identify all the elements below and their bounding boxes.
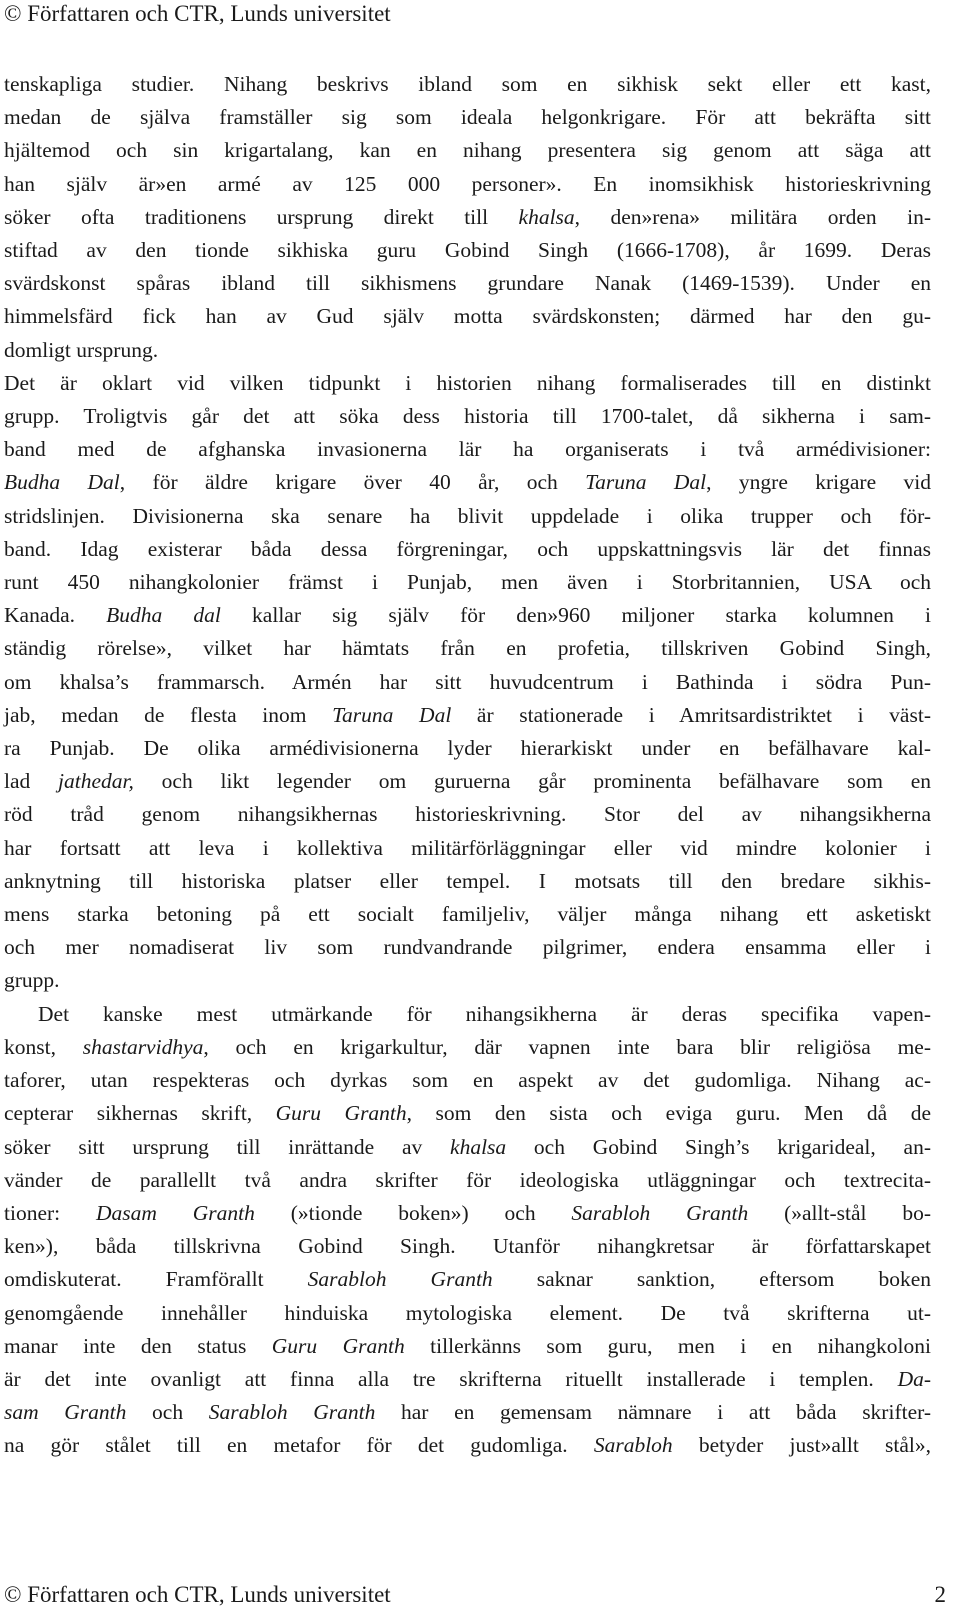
text-segment: Kanada. bbox=[4, 603, 107, 628]
text-line bbox=[4, 865, 931, 898]
text-line bbox=[4, 599, 931, 632]
text-line bbox=[4, 433, 931, 466]
text-line bbox=[4, 500, 931, 533]
text-line bbox=[4, 1230, 931, 1263]
text-segment: ra Punjab. De olika armédivisionerna lyder hierarkiskt under en befälhavare kal- bbox=[4, 736, 931, 761]
text-segment: ken»), båda tillskrivna Gobind Singh. Utanför nihangkretsar är författarskapet bbox=[4, 1234, 931, 1259]
text-line bbox=[4, 765, 931, 798]
text-line bbox=[4, 134, 931, 167]
text-segment: vänder de parallellt två andra skrifter för ideologiska utläggningar och textrecita- bbox=[4, 1167, 931, 1192]
page-footer-copyright: © Författaren och CTR, Lunds universitet bbox=[4, 1582, 391, 1607]
text-segment: konst, bbox=[4, 1034, 83, 1059]
text-line bbox=[4, 1064, 931, 1097]
text-segment: taforer, utan respekteras och dyrkas som en aspekt av det gudomliga. Nihang ac- bbox=[4, 1068, 931, 1093]
text-line bbox=[4, 466, 931, 499]
text-line bbox=[4, 898, 931, 931]
text-segment: Det kanske mest utmärkande för nihangsikherna är deras specifika vapen- bbox=[38, 1001, 931, 1026]
text-line bbox=[4, 1297, 931, 1330]
italic-term: Sarabloh Granth bbox=[571, 1200, 749, 1225]
text-segment: omdiskuterat. Framförallt bbox=[4, 1267, 308, 1292]
text-line bbox=[4, 1330, 931, 1363]
text-line bbox=[4, 68, 931, 101]
text-segment: band med de afghanska invasionerna lär ha organiserats i två armédivisioner: bbox=[4, 437, 931, 462]
italic-term: Taruna Dal bbox=[332, 702, 452, 727]
italic-term: Sarabloh bbox=[593, 1433, 673, 1458]
text-segment: saknar sanktion, eftersom boken bbox=[492, 1267, 931, 1292]
text-segment: stiftad av den tionde sikhiska guru Gobind Singh (1666-1708), år 1699. Deras bbox=[4, 238, 931, 263]
italic-term: Budha Dal bbox=[4, 470, 120, 495]
text-segment: cepterar sikhernas skrift, bbox=[4, 1101, 276, 1126]
text-segment: har en gemensam nämnare i att båda skrifter- bbox=[375, 1400, 932, 1425]
italic-term: jathedar, bbox=[58, 769, 134, 794]
text-line bbox=[4, 1197, 931, 1230]
text-line bbox=[4, 566, 931, 599]
text-segment: stridslinjen. Divisionerna ska senare ha blivit uppdelade i olika trupper och för- bbox=[4, 503, 931, 528]
text-segment: tillerkänns som guru, men i en nihangkoloni bbox=[404, 1333, 931, 1358]
text-line bbox=[4, 168, 931, 201]
text-segment: och Gobind Singh’s krigarideal, an- bbox=[506, 1134, 932, 1159]
text-segment: kallar sig själv för den»960 miljoner starka kolumnen i bbox=[220, 603, 932, 628]
italic-term: Sarabloh Granth bbox=[307, 1267, 493, 1292]
text-line bbox=[4, 1164, 931, 1197]
text-segment: anknytning till historiska platser eller tempel. I motsats till den bredare sikhis- bbox=[4, 868, 931, 893]
text-segment: om khalsa’s frammarsch. Armén har sitt huvudcentrum i Bathinda i södra Pun- bbox=[4, 669, 931, 694]
text-line bbox=[4, 699, 931, 732]
italic-term: khalsa bbox=[450, 1134, 507, 1159]
text-line bbox=[4, 1429, 931, 1462]
text-line bbox=[4, 267, 931, 300]
text-line bbox=[4, 964, 931, 997]
page-header-copyright: © Författaren och CTR, Lunds universitet bbox=[4, 1, 391, 26]
text-line bbox=[4, 300, 931, 333]
text-line bbox=[4, 666, 931, 699]
text-segment: mens starka betoning på ett socialt familjeliv, väljer många nihang ett asketiskt bbox=[4, 902, 931, 927]
text-segment: medan de själva framställer sig som ideala helgonkrigare. För att bekräfta sitt bbox=[4, 105, 931, 130]
text-segment: tenskapliga studier. Nihang beskrivs ibland som en sikhisk sekt eller ett kast, bbox=[4, 72, 931, 96]
text-segment: Det är oklart vid vilken tidpunkt i historien nihang formaliserades till en distinkt bbox=[4, 370, 931, 395]
text-segment: har fortsatt att leva i kollektiva militärförläggningar eller vid mindre kolonier i bbox=[4, 835, 931, 860]
text-segment: är det inte ovanligt att finna alla tre skrifterna rituellt installerade i templen. bbox=[4, 1366, 898, 1391]
text-segment: söker ofta traditionens ursprung direkt till bbox=[4, 204, 519, 229]
text-line bbox=[4, 832, 931, 865]
text-segment: domligt ursprung. bbox=[4, 337, 159, 362]
italic-term: khalsa bbox=[518, 204, 575, 229]
body-text bbox=[4, 68, 931, 1463]
text-line bbox=[4, 1097, 931, 1130]
text-segment: ständig rörelse», vilket har hämtats från en profetia, tillskriven Gobind Singh, bbox=[4, 636, 931, 661]
text-line bbox=[4, 334, 931, 367]
text-line bbox=[4, 201, 931, 234]
italic-term: Taruna Dal bbox=[585, 470, 707, 495]
italic-term: Sarabloh Granth bbox=[208, 1400, 376, 1425]
text-segment: (»allt-stål bo- bbox=[748, 1200, 931, 1225]
text-line bbox=[4, 1396, 931, 1429]
text-segment: runt 450 nihangkolonier främst i Punjab, men även i Storbritannien, USA och bbox=[4, 570, 931, 595]
text-segment: (»tionde boken») och bbox=[254, 1200, 572, 1225]
text-line bbox=[4, 367, 931, 400]
text-segment: grupp. Troligtvis går det att söka dess historia till 1700-talet, då sikherna i sam- bbox=[4, 404, 931, 429]
text-segment: , den»rena» militära orden in- bbox=[574, 204, 931, 229]
text-line bbox=[4, 234, 931, 267]
text-line bbox=[4, 1263, 931, 1296]
text-segment: svärdskonst spåras ibland till sikhismens grundare Nanak (1469-1539). Under en bbox=[4, 271, 931, 296]
text-line bbox=[4, 632, 931, 665]
text-segment: , yngre krigare vid bbox=[706, 470, 931, 495]
text-segment: jab, medan de flesta inom bbox=[4, 702, 333, 727]
text-segment: och bbox=[126, 1400, 209, 1425]
italic-term: shastarvidhya bbox=[82, 1034, 204, 1059]
text-segment: söker sitt ursprung till inrättande av bbox=[4, 1134, 451, 1159]
text-segment: och mer nomadiserat liv som rundvandrande pilgrimer, endera ensamma eller i bbox=[4, 935, 931, 960]
text-segment: han själv är»en armé av 125 000 personer». En inomsikhisk historieskrivning bbox=[4, 171, 931, 196]
italic-term: Da- bbox=[897, 1366, 931, 1391]
text-segment: lad bbox=[4, 769, 59, 794]
text-line bbox=[4, 1031, 931, 1064]
text-line bbox=[4, 798, 931, 831]
text-line bbox=[4, 1363, 931, 1396]
italic-term: Guru Granth bbox=[271, 1333, 405, 1358]
text-segment: grupp. bbox=[4, 968, 60, 993]
text-segment: himmelsfärd fick han av Gud själv motta svärdskonsten; därmed har den gu- bbox=[4, 304, 931, 329]
text-segment: hjältemod och sin krigartalang, kan en nihang presentera sig genom att säga att bbox=[4, 138, 931, 163]
text-segment: betyder just»allt stål», bbox=[672, 1433, 931, 1458]
text-segment: band. Idag existerar båda dessa förgreningar, och uppskattningsvis lär det finnas bbox=[4, 536, 931, 561]
text-segment: , som den sista och eviga guru. Men då de bbox=[406, 1101, 931, 1126]
text-line bbox=[4, 400, 931, 433]
italic-term: Budha dal bbox=[106, 603, 221, 628]
text-segment: manar inte den status bbox=[4, 1333, 272, 1358]
text-segment: tioner: bbox=[4, 1200, 96, 1225]
text-line bbox=[4, 931, 931, 964]
text-segment: och likt legender om guruerna går prominenta befälhavare som en bbox=[133, 769, 931, 794]
text-segment: röd tråd genom nihangsikhernas historieskrivning. Stor del av nihangsikherna bbox=[4, 802, 931, 827]
text-line bbox=[4, 998, 931, 1031]
text-line bbox=[4, 101, 931, 134]
text-segment: , för äldre krigare över 40 år, och bbox=[119, 470, 586, 495]
italic-term: sam Granth bbox=[4, 1400, 127, 1425]
text-segment: na gör stålet till en metafor för det gudomliga. bbox=[4, 1433, 594, 1458]
page-number: 2 bbox=[934, 1582, 946, 1607]
italic-term: Dasam Granth bbox=[95, 1200, 255, 1225]
text-line bbox=[4, 1131, 931, 1164]
text-segment: genomgående innehåller hinduiska mytologiska element. De två skrifterna ut- bbox=[4, 1300, 931, 1325]
text-segment: är stationerade i Amritsardistriktet i väst- bbox=[451, 702, 931, 727]
text-line bbox=[4, 533, 931, 566]
italic-term: Guru Granth bbox=[275, 1101, 407, 1126]
text-segment: , och en krigarkultur, där vapnen inte bara blir religiösa me- bbox=[203, 1034, 931, 1059]
text-line bbox=[4, 732, 931, 765]
